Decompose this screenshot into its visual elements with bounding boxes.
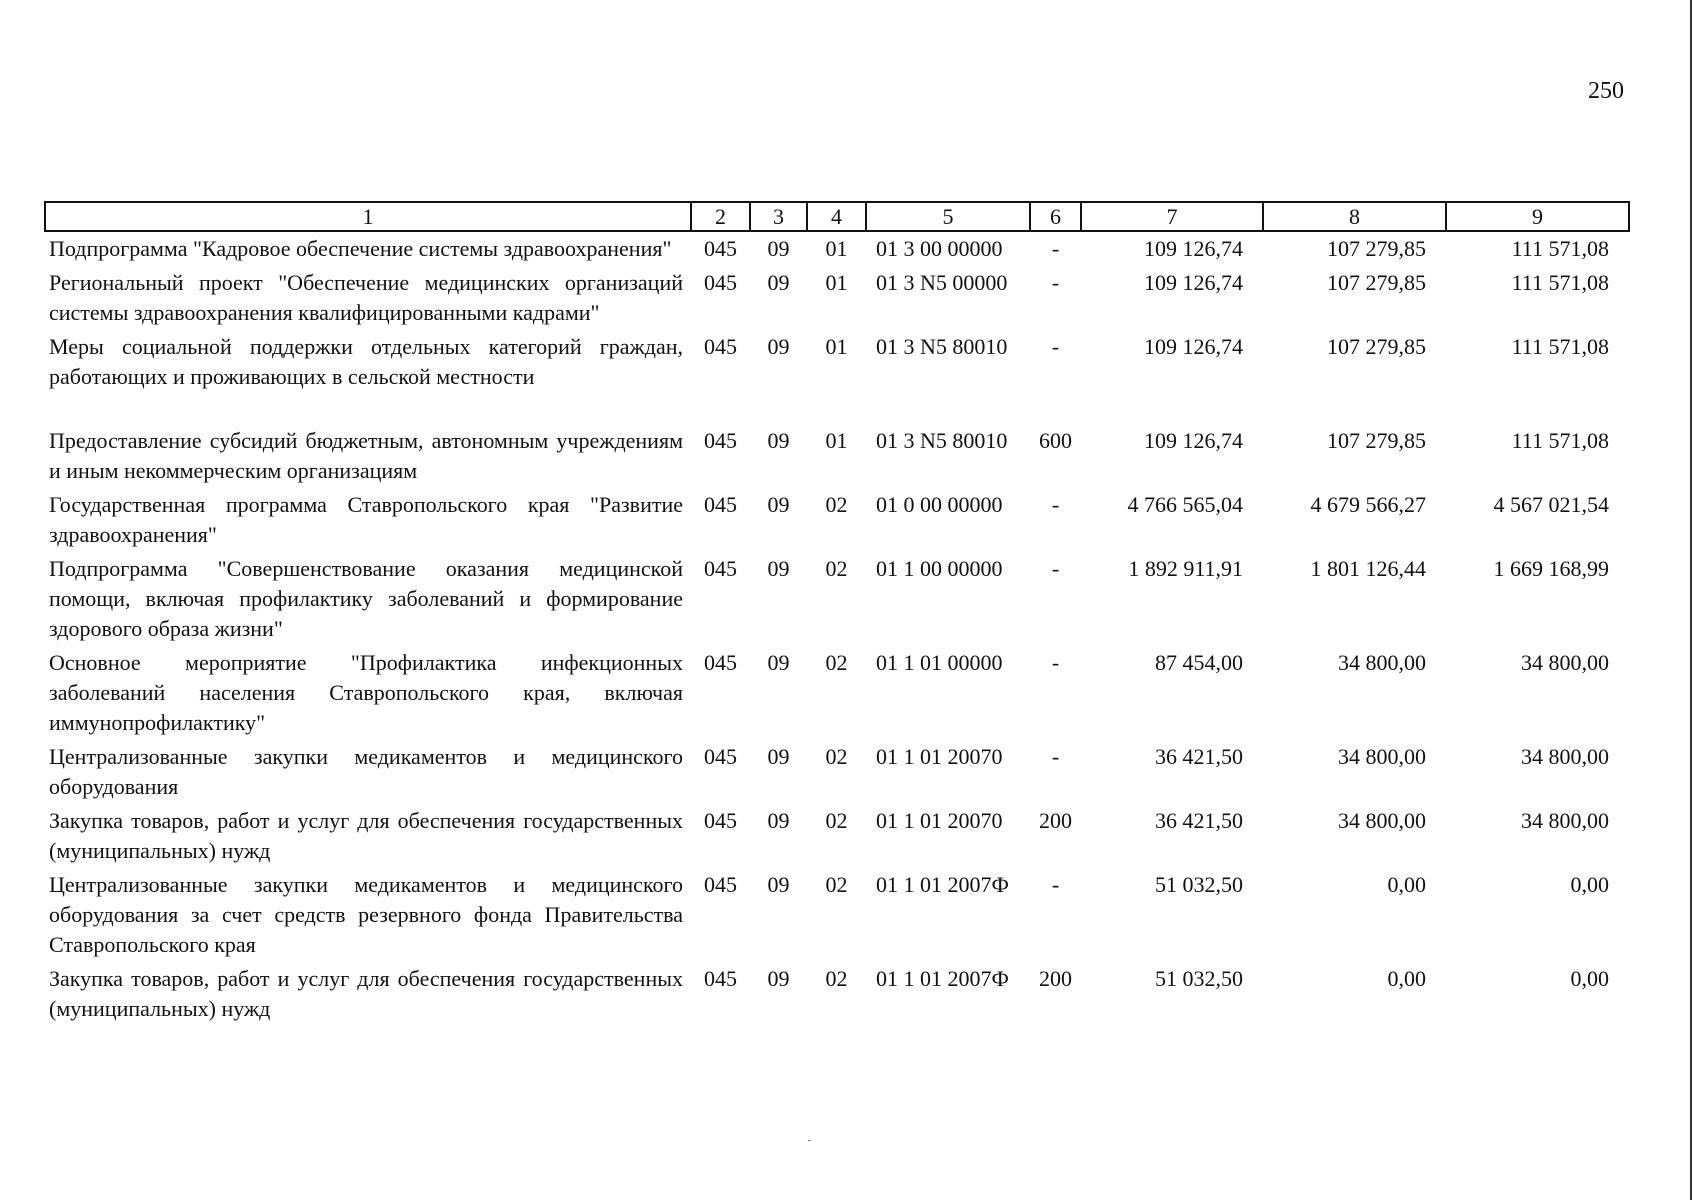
row-amount-year-3: 0,00 [1570, 966, 1609, 991]
row-expense-type: 200 [1039, 808, 1072, 833]
row-amount-year-2: 0,00 [1387, 872, 1426, 897]
column-header-2: 2 [691, 202, 750, 231]
row-ministry-code: 045 [704, 492, 737, 517]
row-target-code: 01 1 01 20070 [876, 808, 1003, 833]
row-amount-year-3: 111 571,08 [1511, 334, 1609, 359]
row-amount-year-1: 109 126,74 [1144, 428, 1243, 453]
row-amount-year-3: 111 571,08 [1511, 270, 1609, 295]
table-row [45, 266, 1629, 330]
table-row [45, 740, 1629, 804]
scan-edge-line [1690, 0, 1692, 1200]
column-header-5: 5 [866, 202, 1030, 231]
row-name: Предоставление субсидий бюджетным, автономным учреждениям и иным некоммерческим организациям [49, 428, 683, 483]
table-row [45, 330, 1629, 424]
row-expense-type: - [1051, 492, 1060, 517]
row-name: Подпрограмма "Совершенствование оказания медицинской помощи, включая профилактику заболеваний и формирование здорового образа жизни" [49, 556, 683, 641]
row-name: Централизованные закупки медикаментов и медицинского оборудования за счет средств резервного фонда Правительства Ставропольского края [49, 872, 683, 957]
row-amount-year-2: 1 801 126,44 [1310, 556, 1426, 581]
column-header-4: 4 [807, 202, 866, 231]
row-amount-year-2: 107 279,85 [1327, 428, 1426, 453]
row-section-code: 09 [767, 236, 790, 261]
row-amount-year-1: 87 454,00 [1155, 650, 1243, 675]
row-expense-type: - [1051, 556, 1060, 581]
row-amount-year-1: 36 421,50 [1155, 808, 1243, 833]
row-amount-year-3: 0,00 [1570, 872, 1609, 897]
row-expense-type: - [1051, 270, 1060, 295]
row-amount-year-3: 111 571,08 [1511, 428, 1609, 453]
row-amount-year-2: 34 800,00 [1338, 650, 1426, 675]
row-target-code: 01 3 N5 80010 [876, 334, 1008, 359]
row-amount-year-3: 111 571,08 [1511, 236, 1609, 261]
row-ministry-code: 045 [704, 744, 737, 769]
row-name: Подпрограмма "Кадровое обеспечение системы здравоохранения" [49, 236, 672, 261]
table-row [45, 552, 1629, 646]
row-subsection-code: 01 [825, 236, 848, 261]
row-target-code: 01 1 01 00000 [876, 650, 1003, 675]
row-amount-year-2: 107 279,85 [1327, 236, 1426, 261]
row-subsection-code: 02 [825, 966, 848, 991]
row-ministry-code: 045 [704, 966, 737, 991]
row-expense-type: 600 [1039, 428, 1072, 453]
row-amount-year-3: 4 567 021,54 [1493, 492, 1609, 517]
row-ministry-code: 045 [704, 428, 737, 453]
row-amount-year-3: 1 669 168,99 [1493, 556, 1609, 581]
row-name: Закупка товаров, работ и услуг для обеспечения государственных (муниципальных) нужд [49, 966, 683, 1021]
row-amount-year-1: 36 421,50 [1155, 744, 1243, 769]
column-header-9: 9 [1446, 202, 1629, 231]
row-subsection-code: 02 [825, 872, 848, 897]
row-subsection-code: 02 [825, 650, 848, 675]
row-ministry-code: 045 [704, 334, 737, 359]
row-expense-type: - [1051, 650, 1060, 675]
table-row [45, 424, 1629, 488]
page-number: 250 [1588, 78, 1624, 104]
row-section-code: 09 [767, 270, 790, 295]
row-section-code: 09 [767, 428, 790, 453]
table-row [45, 868, 1629, 962]
row-amount-year-3: 34 800,00 [1521, 808, 1609, 833]
row-section-code: 09 [767, 872, 790, 897]
row-target-code: 01 3 N5 80010 [876, 428, 1008, 453]
row-section-code: 09 [767, 492, 790, 517]
row-subsection-code: 01 [825, 334, 848, 359]
table-row [45, 231, 1629, 266]
row-target-code: 01 3 00 00000 [876, 236, 1003, 261]
row-expense-type: - [1051, 744, 1060, 769]
table-row [45, 646, 1629, 740]
row-expense-type: - [1051, 872, 1060, 897]
row-ministry-code: 045 [704, 270, 737, 295]
row-amount-year-2: 34 800,00 [1338, 808, 1426, 833]
row-target-code: 01 1 01 20070 [876, 744, 1003, 769]
row-amount-year-1: 51 032,50 [1155, 966, 1243, 991]
row-name: Основное мероприятие "Профилактика инфекционных заболеваний населения Ставропольского края, включая иммунопрофилактику" [49, 650, 683, 735]
row-amount-year-2: 107 279,85 [1327, 270, 1426, 295]
row-name: Меры социальной поддержки отдельных категорий граждан, работающих и проживающих в сельской местности [49, 334, 683, 389]
row-section-code: 09 [767, 966, 790, 991]
row-amount-year-1: 109 126,74 [1144, 236, 1243, 261]
row-section-code: 09 [767, 744, 790, 769]
row-ministry-code: 045 [704, 236, 737, 261]
row-expense-type: - [1051, 334, 1060, 359]
row-target-code: 01 1 00 00000 [876, 556, 1003, 581]
row-name: Государственная программа Ставропольского края "Развитие здравоохранения" [49, 492, 683, 547]
column-header-7: 7 [1081, 202, 1263, 231]
row-subsection-code: 02 [825, 808, 848, 833]
row-subsection-code: 02 [825, 492, 848, 517]
row-amount-year-1: 4 766 565,04 [1127, 492, 1243, 517]
row-target-code: 01 1 01 2007Ф [876, 872, 1009, 897]
row-section-code: 09 [767, 808, 790, 833]
table-row [45, 962, 1629, 1026]
row-amount-year-3: 34 800,00 [1521, 744, 1609, 769]
row-ministry-code: 045 [704, 808, 737, 833]
row-amount-year-1: 1 892 911,91 [1128, 556, 1243, 581]
row-target-code: 01 1 01 2007Ф [876, 966, 1009, 991]
row-amount-year-1: 109 126,74 [1144, 334, 1243, 359]
budget-table [44, 201, 1630, 1026]
row-amount-year-1: 51 032,50 [1155, 872, 1243, 897]
row-ministry-code: 045 [704, 872, 737, 897]
row-amount-year-2: 107 279,85 [1327, 334, 1426, 359]
row-subsection-code: 02 [825, 744, 848, 769]
column-header-8: 8 [1263, 202, 1446, 231]
column-header-1: 1 [45, 202, 691, 231]
row-expense-type: 200 [1039, 966, 1072, 991]
row-name: Централизованные закупки медикаментов и медицинского оборудования [49, 744, 683, 799]
row-ministry-code: 045 [704, 556, 737, 581]
row-subsection-code: 01 [825, 428, 848, 453]
column-header-3: 3 [750, 202, 807, 231]
row-name: Региональный проект "Обеспечение медицинских организаций системы здравоохранения квалифицированными кадрами" [49, 270, 683, 325]
scan-speck [808, 1140, 811, 1141]
row-amount-year-2: 0,00 [1387, 966, 1426, 991]
column-header-6: 6 [1030, 202, 1081, 231]
row-amount-year-2: 4 679 566,27 [1310, 492, 1426, 517]
row-section-code: 09 [767, 556, 790, 581]
row-section-code: 09 [767, 334, 790, 359]
row-subsection-code: 02 [825, 556, 848, 581]
row-ministry-code: 045 [704, 650, 737, 675]
row-amount-year-1: 109 126,74 [1144, 270, 1243, 295]
row-subsection-code: 01 [825, 270, 848, 295]
row-expense-type: - [1051, 236, 1060, 261]
row-amount-year-2: 34 800,00 [1338, 744, 1426, 769]
row-target-code: 01 0 00 00000 [876, 492, 1003, 517]
table-header-row [45, 202, 1629, 231]
table-row [45, 804, 1629, 868]
table-row [45, 488, 1629, 552]
row-section-code: 09 [767, 650, 790, 675]
row-amount-year-3: 34 800,00 [1521, 650, 1609, 675]
row-target-code: 01 3 N5 00000 [876, 270, 1008, 295]
row-name: Закупка товаров, работ и услуг для обеспечения государственных (муниципальных) нужд [49, 808, 683, 863]
